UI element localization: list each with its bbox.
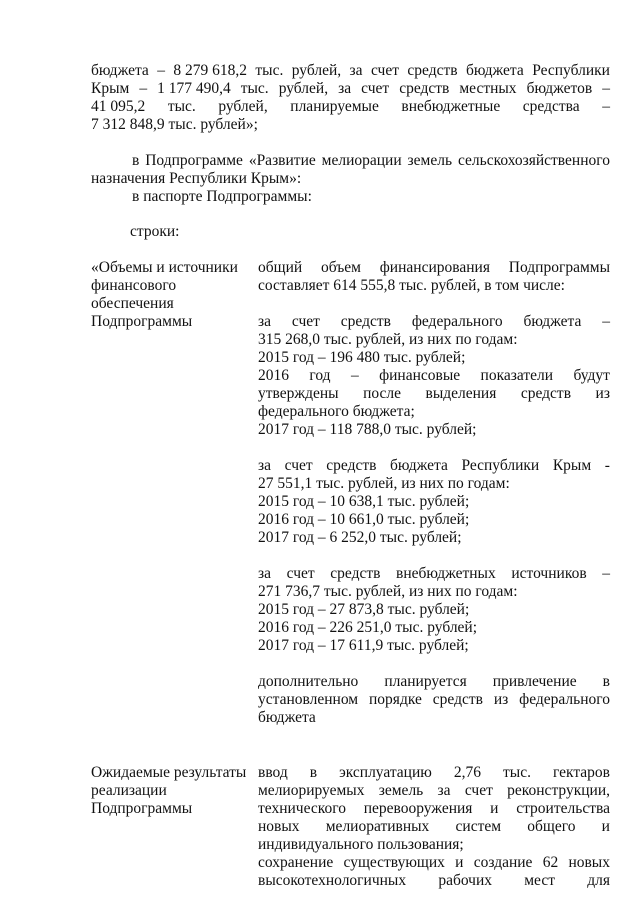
word: существующих — [343, 854, 445, 871]
word: 1 177 490,4 — [157, 80, 231, 97]
word: рублей, — [278, 80, 329, 97]
word: – — [602, 313, 610, 330]
word: ввод — [258, 764, 288, 781]
word: Подпрограмме — [145, 152, 243, 169]
word: – — [602, 565, 610, 582]
crimea-line-1 — [258, 457, 610, 475]
word: средств — [520, 385, 572, 402]
word: за — [258, 313, 272, 330]
word: счет — [464, 782, 493, 799]
additional-line-2 — [258, 691, 610, 709]
results-line-5: индивидуального пользования; — [258, 836, 464, 853]
word: – — [602, 98, 610, 115]
word: земель — [407, 152, 453, 169]
word: – — [139, 80, 148, 97]
word: общего — [527, 818, 576, 835]
word: объем — [320, 259, 361, 276]
intro-line-1 — [91, 62, 610, 80]
results-line-2 — [258, 782, 610, 800]
word: средств — [330, 565, 381, 582]
word: финансирования — [379, 259, 490, 276]
rows-label: строки: — [130, 223, 180, 240]
word: средств — [432, 691, 483, 708]
word: средств — [340, 313, 391, 330]
word: счет — [370, 62, 399, 79]
word: эксплуатацию — [339, 764, 432, 781]
word: утверждены — [258, 385, 339, 402]
word: – — [602, 80, 610, 97]
federal-line-4 — [258, 367, 610, 385]
word: показатели — [480, 367, 554, 384]
word: Крым — [91, 80, 130, 97]
word: Крым — [552, 457, 592, 474]
subprogram-line-1 — [132, 152, 610, 170]
extra-line-4: 2016 год – 226 251,0 тыс. рублей; — [258, 619, 478, 636]
word: мест — [524, 872, 555, 889]
word: высокотехнологичных — [258, 872, 407, 889]
word: – — [350, 367, 359, 384]
word: рублей, — [218, 98, 268, 115]
federal-line-1 — [258, 313, 610, 331]
results-line-7 — [258, 872, 610, 890]
results-line-1 — [258, 764, 610, 782]
word: бюджета — [390, 457, 448, 474]
word: новых — [568, 854, 610, 871]
federal-line-7: 2017 год – 118 788,0 тыс. рублей; — [258, 421, 477, 438]
word: 62 — [542, 854, 559, 871]
crimea-line-3: 2015 год – 10 638,1 тыс. рублей; — [258, 493, 470, 510]
word: для — [587, 872, 610, 889]
word: сохранение — [258, 854, 334, 871]
word: после — [363, 385, 402, 402]
intro-line-2 — [91, 80, 610, 98]
word: из — [595, 385, 610, 402]
word: дополнительно — [258, 673, 359, 690]
word: и — [601, 818, 610, 835]
word: – — [157, 62, 165, 79]
word: выделения — [425, 385, 497, 402]
word: Республики — [532, 62, 610, 79]
word: технического — [258, 800, 346, 817]
word: внебюджетные — [401, 98, 501, 115]
word: бюджета — [465, 62, 524, 79]
additional-line-3: бюджета — [258, 709, 316, 726]
section1-label-1: «Объемы и источники — [91, 259, 238, 276]
word: источников — [511, 565, 587, 582]
extra-line-1 — [258, 565, 610, 583]
word: и — [490, 800, 499, 817]
word: средств — [399, 80, 450, 97]
word: за — [338, 80, 352, 97]
section1-label-3: обеспечения — [91, 295, 174, 312]
word: в — [132, 152, 140, 169]
word: - — [604, 457, 610, 474]
word: счет — [291, 313, 320, 330]
federal-line-2: 315 268,0 тыс. рублей, из них по годам: — [258, 331, 518, 348]
section2-label-2: реализации — [91, 782, 167, 799]
federal-line-3: 2015 год – 196 480 тыс. рублей; — [258, 349, 466, 366]
results-line-4 — [258, 818, 610, 836]
section2-label-1: Ожидаемые результаты — [91, 764, 247, 781]
federal-line-6: федерального бюджета; — [258, 403, 415, 420]
section2-label-3: Подпрограммы — [91, 800, 193, 817]
word: местных — [459, 80, 517, 97]
word: «Развитие — [248, 152, 316, 169]
word: гектаров — [552, 764, 610, 781]
word: год — [309, 367, 331, 384]
word: тыс. — [240, 80, 269, 97]
word: привлечение — [492, 673, 577, 690]
word: за — [258, 457, 272, 474]
word: мелиоративных — [325, 818, 430, 835]
word: будут — [573, 367, 610, 384]
word: реконструкции, — [507, 782, 610, 799]
crimea-line-5: 2017 год – 6 252,0 тыс. рублей; — [258, 529, 462, 546]
word: перевооружения — [363, 800, 473, 817]
word: 8 279 618,2 — [173, 62, 247, 79]
word: установленном — [258, 691, 359, 708]
word: сельскохозяйственного — [457, 152, 610, 169]
word: рабочих — [438, 872, 493, 889]
word: мелиорации — [321, 152, 402, 169]
additional-line-1 — [258, 673, 610, 691]
word: 41 095,2 — [91, 98, 146, 115]
word: порядке — [369, 691, 422, 708]
word: бюджета — [91, 62, 149, 79]
word: финансовые — [379, 367, 461, 384]
subprogram-line-2: назначения Республики Крым»: — [91, 170, 302, 187]
word: тыс. — [167, 98, 196, 115]
word: новых — [258, 818, 300, 835]
word: счет — [361, 80, 390, 97]
word: мелиорируемых — [258, 782, 365, 799]
word: тыс. — [503, 764, 531, 781]
extra-line-3: 2015 год – 27 873,8 тыс. рублей; — [258, 601, 470, 618]
total-line-1 — [258, 259, 610, 277]
word: в — [309, 764, 318, 781]
word: за — [349, 62, 363, 79]
word: создание — [473, 854, 533, 871]
word: и — [455, 854, 464, 871]
word: 2016 — [258, 367, 289, 384]
word: средств — [326, 457, 377, 474]
section1-label-4: Подпрограммы — [91, 313, 193, 330]
word: тыс. — [255, 62, 284, 79]
intro-line-4: 7 312 848,9 тыс. рублей»; — [91, 116, 258, 133]
word: за — [437, 782, 451, 799]
extra-line-2: 271 736,7 тыс. рублей, из них по годам: — [258, 583, 518, 600]
section1-label-2: финансового — [91, 277, 177, 294]
word: из — [493, 691, 509, 708]
word: за — [258, 565, 272, 582]
word: систем — [455, 818, 502, 835]
extra-line-5: 2017 год – 17 611,9 тыс. рублей; — [258, 637, 469, 654]
federal-line-5 — [258, 385, 610, 403]
word: планируется — [384, 673, 467, 690]
word: средства — [522, 98, 580, 115]
word: счет — [284, 457, 313, 474]
intro-line-3 — [91, 98, 610, 116]
word: рублей, — [291, 62, 342, 79]
word: федерального — [411, 313, 503, 330]
total-line-2: составляет 614 555,8 тыс. рублей, в том числе: — [258, 277, 565, 294]
subprogram-line-3: в паспорте Подпрограммы: — [132, 188, 312, 205]
word: в — [602, 673, 610, 690]
word: счет — [286, 565, 315, 582]
results-line-3 — [258, 800, 610, 818]
word: федерального — [519, 691, 610, 708]
word: общий — [258, 259, 303, 276]
word: земель — [378, 782, 424, 799]
word: бюджета — [523, 313, 582, 330]
word: Подпрограммы — [508, 259, 610, 276]
word: бюджетов — [526, 80, 593, 97]
crimea-line-4: 2016 год – 10 661,0 тыс. рублей; — [258, 511, 470, 528]
word: Республики — [461, 457, 540, 474]
crimea-line-2: 27 551,1 тыс. рублей, из них по годам: — [258, 475, 510, 492]
word: средств — [407, 62, 458, 79]
word: внебюджетных — [396, 565, 496, 582]
results-line-6 — [258, 854, 610, 872]
word: строительства — [516, 800, 610, 817]
word: 2,76 — [453, 764, 481, 781]
word: планируемые — [290, 98, 379, 115]
